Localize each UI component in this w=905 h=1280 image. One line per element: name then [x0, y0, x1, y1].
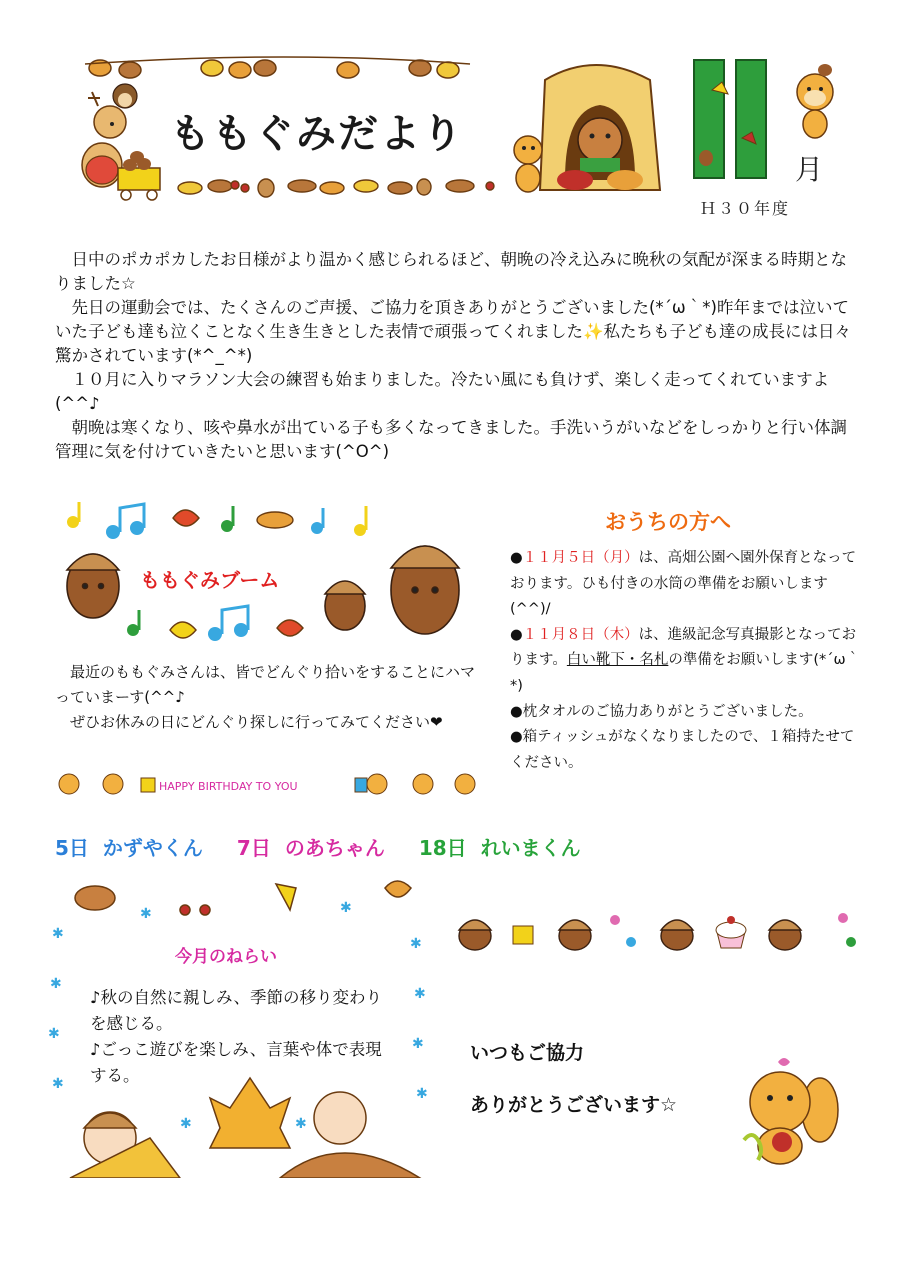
hedgehog-icon [113, 84, 137, 108]
gift-icon [141, 778, 155, 792]
cupcake-icon [716, 916, 746, 948]
aim-item: ♪ごっこ遊びを楽しみ、言葉や体で表現する。 [90, 1040, 382, 1085]
boom-paragraph: ぜひお休みの日にどんぐり探しに行ってみてください❤ [70, 713, 443, 731]
birthday-day: 18日 [418, 836, 467, 860]
svg-text:✱: ✱ [50, 976, 62, 992]
notice-date: １１月８日（木） [522, 626, 639, 643]
birthday-banner [55, 762, 480, 812]
notice-bullet: ● [510, 550, 523, 566]
notice-title: おうちの方へ [605, 510, 731, 534]
notice-item [510, 546, 862, 623]
acorn-garland [455, 900, 865, 960]
notice-text: は、進級記念写真撮影となっております。 [510, 626, 857, 669]
birthday-list [55, 832, 581, 861]
notice-list [510, 546, 862, 776]
notice-item [510, 623, 862, 700]
thanks-line-2: ありがとうございます☆ [470, 1094, 678, 1116]
squirrel-apple-icon [730, 1050, 840, 1170]
svg-text:✱: ✱ [140, 906, 152, 922]
leaf-garland-top-icon [89, 60, 459, 78]
fiscal-year: Ｈ３０年度 [700, 199, 791, 218]
boom-title: ももぐみブーム [140, 568, 280, 592]
svg-text:✱: ✱ [410, 936, 422, 952]
thanks-line-1: いつもご協力 [470, 1042, 585, 1064]
svg-text:✱: ✱ [52, 926, 64, 942]
notice-date: １１月５日（月） [522, 550, 639, 566]
notice-underlined-text: 白い靴下・名札 [566, 652, 669, 669]
month-label: 月 [795, 153, 824, 186]
svg-text:✱: ✱ [340, 900, 352, 916]
svg-text:✱: ✱ [416, 1086, 428, 1102]
svg-text:✱: ✱ [52, 1076, 64, 1092]
birthday-name: れいまくん [480, 836, 581, 860]
svg-text:✱: ✱ [412, 1036, 424, 1052]
intro-text [55, 248, 855, 464]
aim-item: ♪秋の自然に親しみ、季節の移り変わりを感じる。 [90, 988, 383, 1033]
notice-text: の準備をお願いします(*´ω｀*) [510, 652, 861, 694]
notice-text: は、高畑公園へ園外保育となっております。ひも付きの水筒の準備をお願いします(^^)/ [510, 550, 857, 618]
birthday-name: かずやくん [102, 836, 203, 860]
autumn-leaf-icon [75, 881, 411, 915]
intro-paragraph: 先日の運動会では、たくさんのご声援、ご協力を頂きありがとうございました(*´ω｀*)昨年までは泣いていた子ども達も泣くことなく生き生きとした表情で頑張ってくれました✨私たちも子ども達の成長には日々驚かされています(*^_^*) [55, 298, 852, 365]
notice-bullet: ● [510, 626, 523, 643]
birthday-banner-text: HAPPY BIRTHDAY TO YOU [159, 780, 298, 793]
intro-paragraph: 日中のポカポカしたお日様がより温かく感じられるほど、朝晩の冷え込みに晩秋の気配が深まる時期となりました☆ [55, 250, 847, 293]
intro-paragraph: 朝晩は寒くなり、咳や鼻水が出ている子も多くなってきました。手洗いうがいなどをしっかりと行い体調管理に気を付けていきたいと思います(^O^) [55, 418, 847, 461]
birthday-day: 7日 [236, 836, 271, 860]
birthday-name: のあちゃん [284, 836, 385, 860]
notice-item: ●箱ティッシュがなくなりましたので、１箱持たせてください。 [510, 729, 855, 771]
notice-item: ●枕タオルのご協力ありがとうございました。 [510, 703, 813, 720]
svg-text:✱: ✱ [295, 1116, 307, 1132]
cart-icon [118, 151, 160, 200]
intro-paragraph: １０月に入りマラソン大会の練習も始まりました。冷たい風にも負けず、楽しく走ってくれていますよ(^^♪ [55, 370, 830, 413]
boom-text [55, 660, 480, 735]
squirrel-icon [514, 136, 542, 192]
monkey-icon [785, 62, 845, 142]
svg-text:✱: ✱ [180, 1116, 192, 1132]
leaf-garland-bottom-icon [178, 179, 494, 197]
gift-icon [355, 778, 367, 792]
svg-text:✱: ✱ [48, 1026, 60, 1042]
svg-text:✱: ✱ [414, 986, 426, 1002]
newsletter-title: ももぐみだより [170, 111, 464, 157]
birthday-day: 5日 [55, 836, 89, 860]
gift-icon [513, 926, 533, 944]
aim-list [90, 985, 390, 1089]
tree-bear-icon [540, 65, 660, 190]
boom-paragraph: 最近のももぐみさんは、皆でどんぐり拾いをすることにハマっていまーす(^^♪ [55, 663, 476, 706]
aim-title: 今月のねらい [175, 947, 277, 967]
